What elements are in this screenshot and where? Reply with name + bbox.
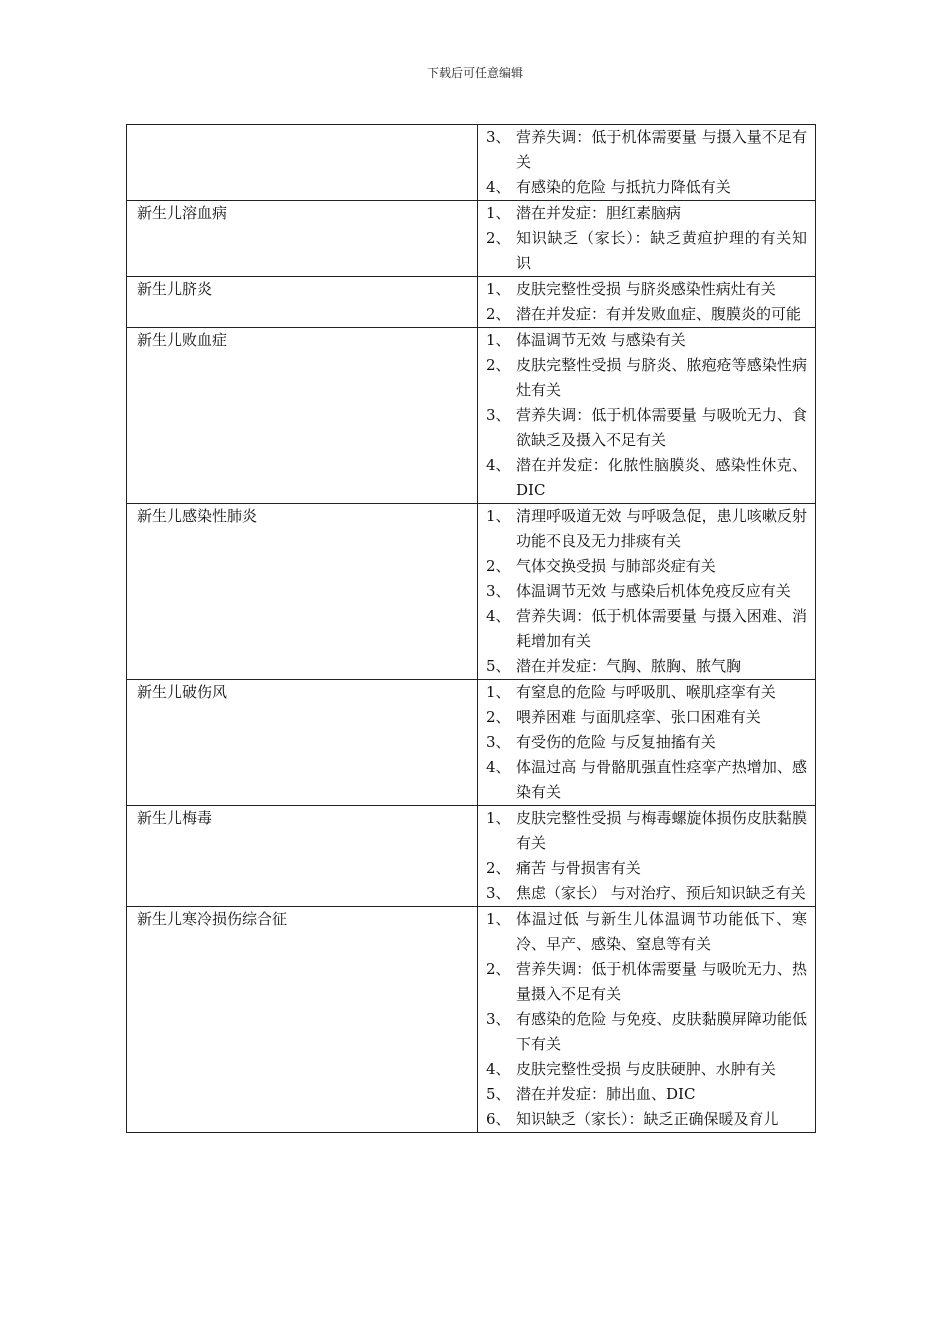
diagnosis-cell	[478, 125, 816, 201]
disease-cell: 新生儿破伤风	[127, 680, 478, 806]
item-text: 体温过低 与新生儿体温调节功能低下、寒冷、早产、感染、窒息等有关	[516, 910, 807, 953]
diagnosis-item	[486, 1107, 807, 1132]
disease-cell: 新生儿败血症	[127, 328, 478, 504]
item-text: 营养失调：低于机体需要量 与吸吮无力、热量摄入不足有关	[516, 960, 807, 1003]
item-text: 潜在并发症：肺出血、DIC	[516, 1085, 696, 1103]
item-number: 2、	[486, 960, 511, 978]
item-text: 潜在并发症：化脓性脑膜炎、感染性休克、DIC	[516, 456, 807, 499]
item-text: 气体交换受损 与肺部炎症有关	[516, 557, 716, 575]
item-number: 4、	[486, 1060, 511, 1078]
diagnosis-item	[486, 730, 807, 755]
item-number: 1、	[486, 331, 511, 349]
item-number: 2、	[486, 708, 511, 726]
item-number: 2、	[486, 229, 511, 247]
item-text: 皮肤完整性受损 与脐炎、脓疱疮等感染性病灶有关	[516, 356, 807, 399]
table-row	[127, 125, 816, 201]
diagnosis-item	[486, 1007, 807, 1057]
diagnosis-item	[486, 125, 807, 175]
item-number: 3、	[486, 128, 511, 146]
disease-cell: 新生儿感染性肺炎	[127, 504, 478, 680]
page-header: 下载后可任意编辑	[426, 66, 523, 80]
diagnosis-cell	[478, 201, 816, 277]
diagnosis-item	[486, 226, 807, 276]
item-number: 3、	[486, 884, 511, 902]
item-number: 3、	[486, 582, 511, 600]
diagnosis-item	[486, 453, 807, 503]
diagnosis-item	[486, 504, 807, 554]
diagnosis-cell	[478, 277, 816, 328]
diagnosis-item	[486, 328, 807, 353]
diagnosis-item	[486, 579, 807, 604]
diagnosis-item	[486, 353, 807, 403]
item-text: 皮肤完整性受损 与皮肤硬肿、水肿有关	[516, 1060, 776, 1078]
disease-cell: 新生儿梅毒	[127, 806, 478, 907]
item-number: 1、	[486, 683, 511, 701]
table-row	[127, 907, 816, 1133]
diagnosis-item	[486, 755, 807, 805]
item-text: 体温过高 与骨骼肌强直性痉挛产热增加、感染有关	[516, 758, 807, 801]
item-text: 潜在并发症：胆红素脑病	[516, 204, 682, 222]
item-text: 营养失调：低于机体需要量 与摄入量不足有关	[516, 128, 807, 171]
item-text: 痛苦 与骨损害有关	[516, 859, 641, 877]
diagnosis-item	[486, 907, 807, 957]
item-text: 有受伤的危险 与反复抽搐有关	[516, 733, 716, 751]
item-text: 知识缺乏（家长）：缺乏黄疸护理的有关知识	[516, 229, 807, 272]
item-number: 3、	[486, 406, 511, 424]
item-number: 1、	[486, 280, 511, 298]
item-text: 潜在并发症：有并发败血症、腹膜炎的可能	[516, 305, 802, 323]
table-row	[127, 680, 816, 806]
diagnosis-item	[486, 403, 807, 453]
diagnosis-item	[486, 654, 807, 679]
item-number: 3、	[486, 1010, 511, 1028]
item-number: 1、	[486, 204, 511, 222]
table-row	[127, 201, 816, 277]
item-number: 1、	[486, 507, 511, 525]
diagnosis-cell	[478, 806, 816, 907]
item-number: 5、	[486, 657, 511, 675]
item-text: 体温调节无效 与感染后机体免疫反应有关	[516, 582, 791, 600]
table-row	[127, 504, 816, 680]
table-row	[127, 328, 816, 504]
item-number: 4、	[486, 456, 511, 474]
item-number: 2、	[486, 305, 511, 323]
diagnosis-item	[486, 302, 807, 327]
item-number: 2、	[486, 859, 511, 877]
diagnosis-item	[486, 957, 807, 1007]
diagnosis-cell	[478, 504, 816, 680]
diagnosis-cell	[478, 328, 816, 504]
disease-cell: 新生儿溶血病	[127, 201, 478, 277]
item-number: 4、	[486, 758, 511, 776]
item-text: 有感染的危险 与抵抗力降低有关	[516, 178, 731, 196]
item-text: 营养失调：低于机体需要量 与摄入困难、消耗增加有关	[516, 607, 807, 650]
diagnosis-item	[486, 175, 807, 200]
item-text: 皮肤完整性受损 与梅毒螺旋体损伤皮肤黏膜有关	[516, 809, 807, 852]
item-text: 皮肤完整性受损 与脐炎感染性病灶有关	[516, 280, 776, 298]
item-number: 6、	[486, 1110, 511, 1128]
disease-cell	[127, 125, 478, 201]
diagnosis-item	[486, 806, 807, 856]
diagnosis-item	[486, 201, 807, 226]
diagnosis-cell	[478, 680, 816, 806]
diagnosis-item	[486, 277, 807, 302]
item-text: 营养失调：低于机体需要量 与吸吮无力、食欲缺乏及摄入不足有关	[516, 406, 807, 449]
diagnosis-item	[486, 680, 807, 705]
diagnosis-item	[486, 705, 807, 730]
diagnosis-cell	[478, 907, 816, 1133]
diagnosis-item	[486, 1057, 807, 1082]
diagnosis-item	[486, 881, 807, 906]
item-text: 有感染的危险 与免疫、皮肤黏膜屏障功能低下有关	[516, 1010, 807, 1053]
item-number: 2、	[486, 356, 511, 374]
nursing-diagnosis-table	[126, 124, 816, 1133]
diagnosis-item	[486, 554, 807, 579]
item-text: 喂养困难 与面肌痉挛、张口困难有关	[516, 708, 761, 726]
item-number: 2、	[486, 557, 511, 575]
item-text: 知识缺乏（家长）：缺乏正确保暖及育儿	[516, 1110, 779, 1128]
item-number: 3、	[486, 733, 511, 751]
item-number: 1、	[486, 910, 511, 928]
item-text: 体温调节无效 与感染有关	[516, 331, 686, 349]
item-number: 4、	[486, 178, 511, 196]
item-text: 清理呼吸道无效 与呼吸急促，患儿咳嗽反射功能不良及无力排痰有关	[516, 507, 807, 550]
diagnosis-item	[486, 604, 807, 654]
diagnosis-item	[486, 856, 807, 881]
diagnosis-item	[486, 1082, 807, 1107]
item-number: 1、	[486, 809, 511, 827]
item-text: 潜在并发症：气胸、脓胸、脓气胸	[516, 657, 742, 675]
table-row	[127, 277, 816, 328]
item-text: 有窒息的危险 与呼吸肌、喉肌痉挛有关	[516, 683, 776, 701]
item-number: 4、	[486, 607, 511, 625]
disease-cell: 新生儿脐炎	[127, 277, 478, 328]
item-text: 焦虑（家长） 与对治疗、预后知识缺乏有关	[516, 884, 806, 902]
item-number: 5、	[486, 1085, 511, 1103]
table-row	[127, 806, 816, 907]
disease-cell: 新生儿寒冷损伤综合征	[127, 907, 478, 1133]
